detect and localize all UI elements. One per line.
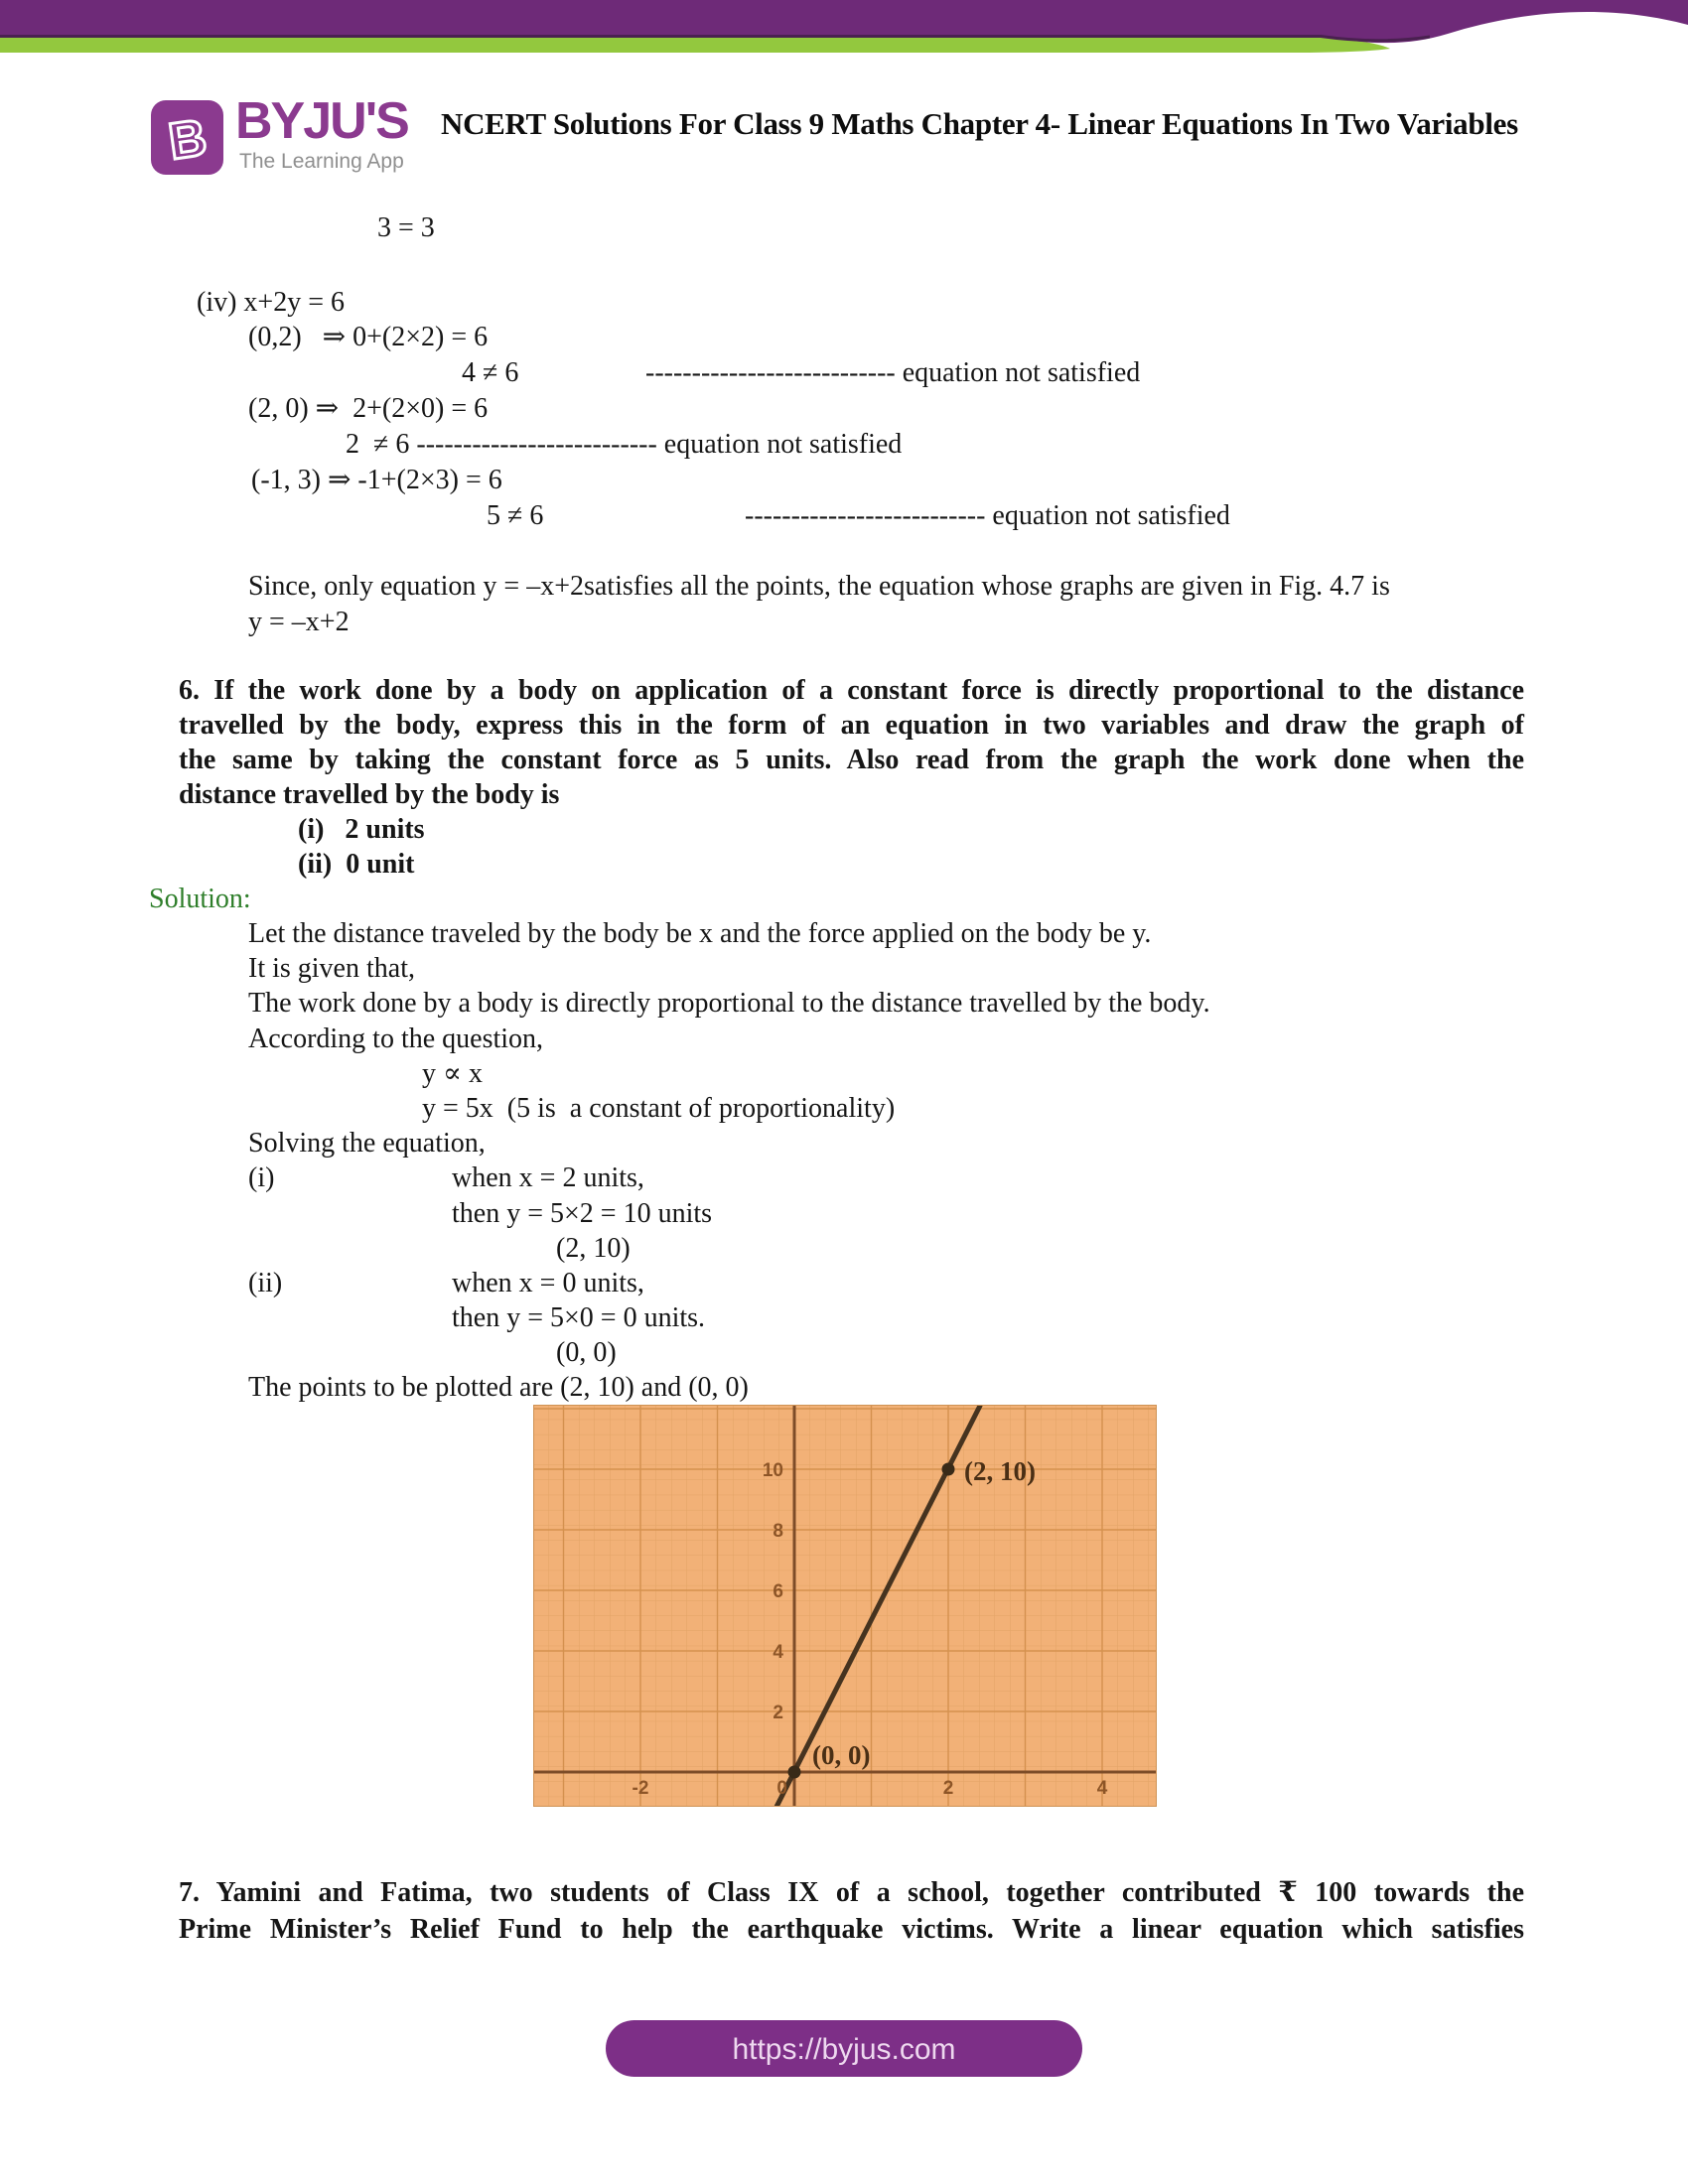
xtick-neg2: -2: [632, 1778, 649, 1799]
point-label-2-10: (2, 10): [964, 1456, 1036, 1486]
points-to-plot-line: The points to be plotted are (2, 10) and (0, 0): [248, 1372, 749, 1403]
conclusion-line-2: y = –x+2: [248, 607, 350, 637]
eq-iv-heading: (iv) x+2y = 6: [197, 287, 346, 318]
header-wave-banner: [0, 0, 1688, 62]
question6-line-1: 6. If the work done by a body on application of a constant force is directly proportional to the distance: [179, 675, 1524, 706]
solution-line-2: It is given that,: [248, 953, 415, 984]
case-ii-when: when x = 0 units,: [452, 1268, 644, 1298]
solution-line-4: According to the question,: [248, 1024, 544, 1054]
question6-item-i: (i) 2 units: [298, 814, 425, 845]
origin-label: 0: [776, 1778, 787, 1799]
eq-result-2: 2 ≠ 6 -------------------------- equation not satisfied: [346, 429, 903, 460]
case-i-when: when x = 2 units,: [452, 1162, 644, 1193]
question6-line-2: travelled by the body, express this in the form of an equation in two variables and draw the graph of: [179, 710, 1524, 741]
solution-line-3: The work done by a body is directly proportional to the distance travelled by the body.: [248, 988, 1210, 1019]
case-i-then: then y = 5×2 = 10 units: [452, 1198, 713, 1229]
byjus-tagline: The Learning App: [239, 150, 404, 173]
note-not-satisfied-2: -------------------------- equation not satisfied: [745, 500, 1230, 531]
eq-check-0-2: (0,2) ⇒ 0+(2×2) = 6: [248, 322, 489, 352]
question6-item-ii: (ii) 0 unit: [298, 849, 415, 880]
proportionality-relation: y ∝ x: [422, 1058, 483, 1089]
question7-line-1: 7. Yamini and Fatima, two students of Class IX of a school, together contributed ₹ 100 towards the: [179, 1877, 1524, 1908]
eq-check-2-0: (2, 0) ⇒ 2+(2×0) = 6: [248, 393, 489, 424]
xtick-2: 2: [942, 1778, 954, 1799]
xtick-4: 4: [1096, 1778, 1108, 1799]
point-2-10: [942, 1463, 955, 1476]
equation-y-5x: y = 5x (5 is a constant of proportionality): [422, 1093, 896, 1124]
case-ii-label: (ii): [248, 1268, 283, 1298]
ytick-10: 10: [762, 1460, 783, 1481]
byjus-logo-badge: [151, 100, 223, 175]
point-label-origin: (0, 0): [812, 1740, 871, 1770]
question6-line-3: the same by taking the constant force as 5 units. Also read from the graph the work done when the: [179, 745, 1524, 775]
question7-line-2: Prime Minister’s Relief Fund to help the earthquake victims. Write a linear equation which satisfies: [179, 1914, 1524, 1945]
conclusion-line-1: Since, only equation y = –x+2satisfies all the points, the equation whose graphs are given in Fig. 4.7 is: [248, 571, 1390, 602]
byjus-brand-wordmark: BYJU'S: [235, 92, 408, 150]
eq-check-neg1-3: (-1, 3) ⇒ -1+(2×3) = 6: [251, 465, 502, 495]
badge-letter: B: [165, 108, 211, 172]
case-i-label: (i): [248, 1162, 275, 1193]
eq-result-5: 5 ≠ 6: [487, 500, 544, 531]
ytick-6: 6: [773, 1581, 783, 1602]
eq-3-equals-3: 3 = 3: [377, 212, 435, 243]
case-i-point: (2, 10): [556, 1233, 631, 1264]
page-title: NCERT Solutions For Class 9 Maths Chapter 4- Linear Equations In Two Variables: [441, 106, 1518, 141]
solving-heading: Solving the equation,: [248, 1128, 486, 1159]
solution-label: Solution:: [149, 884, 251, 914]
ytick-8: 8: [773, 1521, 783, 1542]
point-origin: [788, 1766, 801, 1779]
note-not-satisfied-1: --------------------------- equation not satisfied: [645, 357, 1141, 388]
solution-line-1: Let the distance traveled by the body be x and the force applied on the body be y.: [248, 918, 1152, 949]
green-band-shape: [0, 37, 1390, 53]
byjus-url-button[interactable]: https://byjus.com: [606, 2020, 1082, 2077]
case-ii-point: (0, 0): [556, 1337, 617, 1368]
eq-result-4: 4 ≠ 6: [462, 357, 519, 388]
case-ii-then: then y = 5×0 = 0 units.: [452, 1302, 706, 1333]
question6-line-4: distance travelled by the body is: [179, 779, 560, 810]
ytick-2: 2: [773, 1703, 783, 1723]
ytick-4: 4: [773, 1642, 783, 1663]
graph-figure: [533, 1405, 1157, 1807]
